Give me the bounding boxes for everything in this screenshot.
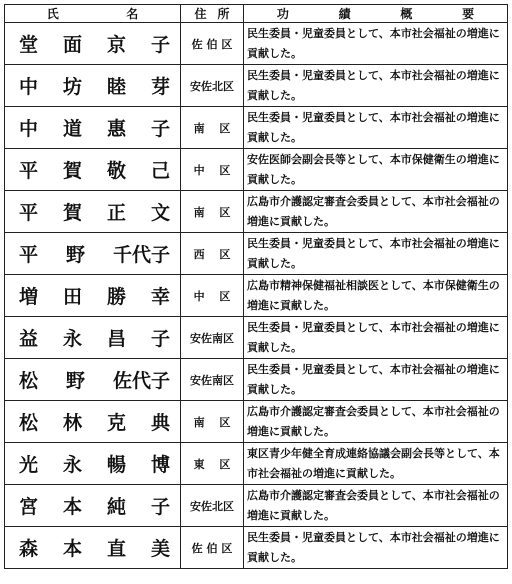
person-name-part: 堂 [19, 34, 39, 56]
person-name-part: 松 [19, 412, 39, 434]
person-name [5, 65, 181, 107]
person-name-part: 己 [150, 160, 170, 182]
header-summary-char: 功 [276, 7, 289, 21]
person-name-part: 千代子 [112, 244, 170, 266]
header-address-chars [181, 5, 243, 22]
header-summary-chars [244, 5, 507, 22]
person-name-part: 克 [106, 412, 126, 434]
table-row [5, 107, 508, 149]
person-name-part: 松 [19, 370, 39, 392]
person-name [5, 401, 181, 443]
person-name-part: 睦 [106, 76, 126, 98]
person-name-part: 野 [65, 370, 85, 392]
achievement-summary: 広島市介護認定審査会委員として、本市社会福祉の増進に貢献した。 [244, 191, 508, 233]
person-name [5, 527, 181, 569]
person-name-part: 中 [19, 118, 39, 140]
achievement-summary: 民生委員・児童委員として、本市社会福祉の増進に貢献した。 [244, 233, 508, 275]
achievement-summary: 広島市介護認定審査会委員として、本市社会福祉の増進に貢献した。 [244, 401, 508, 443]
person-name-part: 子 [150, 328, 170, 350]
table-row [5, 191, 508, 233]
person-name [5, 485, 181, 527]
person-name-part: 正 [106, 202, 126, 224]
ward: 西 区 [181, 233, 244, 275]
header-summary-char: 概 [400, 7, 413, 21]
person-name-chars [5, 240, 180, 267]
header-name [5, 5, 181, 23]
person-name-part: 子 [150, 34, 170, 56]
table-row [5, 359, 508, 401]
ward: 安佐北区 [181, 485, 244, 527]
person-name-chars [5, 198, 180, 225]
ward: 中 区 [181, 275, 244, 317]
person-name-part: 敬 [106, 160, 126, 182]
person-name-part: 勝 [106, 286, 126, 308]
person-name [5, 233, 181, 275]
person-name-part: 増 [19, 286, 39, 308]
person-name-part: 本 [62, 538, 82, 560]
person-name-chars [5, 324, 180, 351]
person-name-part: 平 [19, 160, 39, 182]
achievement-summary: 東区青少年健全育成連絡協議会副会長等として、本市社会福祉の増進に貢献した。 [244, 443, 508, 485]
person-name-part: 林 [62, 412, 82, 434]
person-name-part: 光 [19, 454, 39, 476]
person-name-part: 本 [62, 496, 82, 518]
person-name-part: 平 [19, 202, 39, 224]
person-name-part: 平 [19, 244, 39, 266]
ward: 東 区 [181, 443, 244, 485]
person-name-part: 中 [19, 76, 39, 98]
achievement-summary: 民生委員・児童委員として、本市社会福祉の増進に貢献した。 [244, 317, 508, 359]
person-name [5, 191, 181, 233]
person-name-chars [5, 492, 180, 519]
person-name-chars [5, 114, 180, 141]
ward: 南 区 [181, 107, 244, 149]
ward: 佐 伯 区 [181, 23, 244, 65]
person-name-part: 直 [106, 538, 126, 560]
header-name-chars [5, 5, 180, 22]
person-name-part: 森 [19, 538, 39, 560]
person-name-part: 惠 [106, 118, 126, 140]
person-name [5, 275, 181, 317]
table-row [5, 233, 508, 275]
header-summary-char: 績 [338, 7, 351, 21]
person-name-part: 昌 [106, 328, 126, 350]
achievement-summary: 広島市介護認定審査会委員として、本市社会福祉の増進に貢献した。 [244, 485, 508, 527]
person-name-part: 佐代子 [112, 370, 170, 392]
person-name-part: 益 [19, 328, 39, 350]
ward: 安佐北区 [181, 65, 244, 107]
table-row [5, 317, 508, 359]
person-name-chars [5, 156, 180, 183]
table-row [5, 65, 508, 107]
person-name-chars [5, 282, 180, 309]
person-name-part: 暢 [106, 454, 126, 476]
person-name [5, 23, 181, 65]
achievement-summary: 広島市精神保健福祉相談医として、本市保健衛生の増進に貢献した。 [244, 275, 508, 317]
person-name [5, 359, 181, 401]
person-name-chars [5, 450, 180, 477]
table-row [5, 401, 508, 443]
achievement-summary: 民生委員・児童委員として、本市社会福祉の増進に貢献した。 [244, 23, 508, 65]
person-name [5, 443, 181, 485]
table-row [5, 149, 508, 191]
header-address-char: 所 [217, 7, 230, 21]
header-name-char: 名 [126, 7, 139, 21]
person-name-part: 賀 [62, 202, 82, 224]
ward: 南 区 [181, 401, 244, 443]
person-name-part: 子 [150, 118, 170, 140]
person-name-part: 賀 [62, 160, 82, 182]
header-address [181, 5, 244, 23]
person-name-part: 道 [62, 118, 82, 140]
person-name-part: 坊 [62, 76, 82, 98]
achievement-summary: 民生委員・児童委員として、本市社会福祉の増進に貢献した。 [244, 65, 508, 107]
achievement-summary: 民生委員・児童委員として、本市社会福祉の増進に貢献した。 [244, 107, 508, 149]
ward: 中 区 [181, 149, 244, 191]
person-name-part: 永 [62, 454, 82, 476]
person-name-chars [5, 72, 180, 99]
person-name-part: 純 [106, 496, 126, 518]
honoree-table [4, 4, 508, 569]
person-name-part: 子 [150, 496, 170, 518]
header-summary [244, 5, 508, 23]
header-row [5, 5, 508, 23]
person-name-part: 幸 [150, 286, 170, 308]
person-name-chars [5, 408, 180, 435]
person-name [5, 149, 181, 191]
person-name-part: 文 [150, 202, 170, 224]
header-name-char: 氏 [46, 7, 59, 21]
achievement-summary: 民生委員・児童委員として、本市社会福祉の増進に貢献した。 [244, 359, 508, 401]
person-name [5, 107, 181, 149]
ward: 安佐南区 [181, 359, 244, 401]
person-name-part: 野 [65, 244, 85, 266]
person-name-part: 永 [62, 328, 82, 350]
table-row [5, 443, 508, 485]
header-address-char: 住 [194, 7, 207, 21]
table-row [5, 23, 508, 65]
table-body [5, 23, 508, 569]
person-name-part: 京 [106, 34, 126, 56]
person-name-part: 美 [150, 538, 170, 560]
person-name-part: 宮 [19, 496, 39, 518]
header-summary-char: 要 [462, 7, 475, 21]
person-name-part: 田 [62, 286, 82, 308]
person-name [5, 317, 181, 359]
person-name-part: 典 [150, 412, 170, 434]
table-row [5, 275, 508, 317]
person-name-part: 面 [62, 34, 82, 56]
achievement-summary: 民生委員・児童委員として、本市社会福祉の増進に貢献した。 [244, 527, 508, 569]
table-row [5, 485, 508, 527]
person-name-part: 博 [150, 454, 170, 476]
ward: 佐 伯 区 [181, 527, 244, 569]
ward: 安佐南区 [181, 317, 244, 359]
person-name-part: 芽 [150, 76, 170, 98]
achievement-summary: 安佐医師会副会長等として、本市保健衛生の増進に貢献した。 [244, 149, 508, 191]
person-name-chars [5, 30, 180, 57]
ward: 南 区 [181, 191, 244, 233]
table-row [5, 527, 508, 569]
person-name-chars [5, 534, 180, 561]
person-name-chars [5, 366, 180, 393]
